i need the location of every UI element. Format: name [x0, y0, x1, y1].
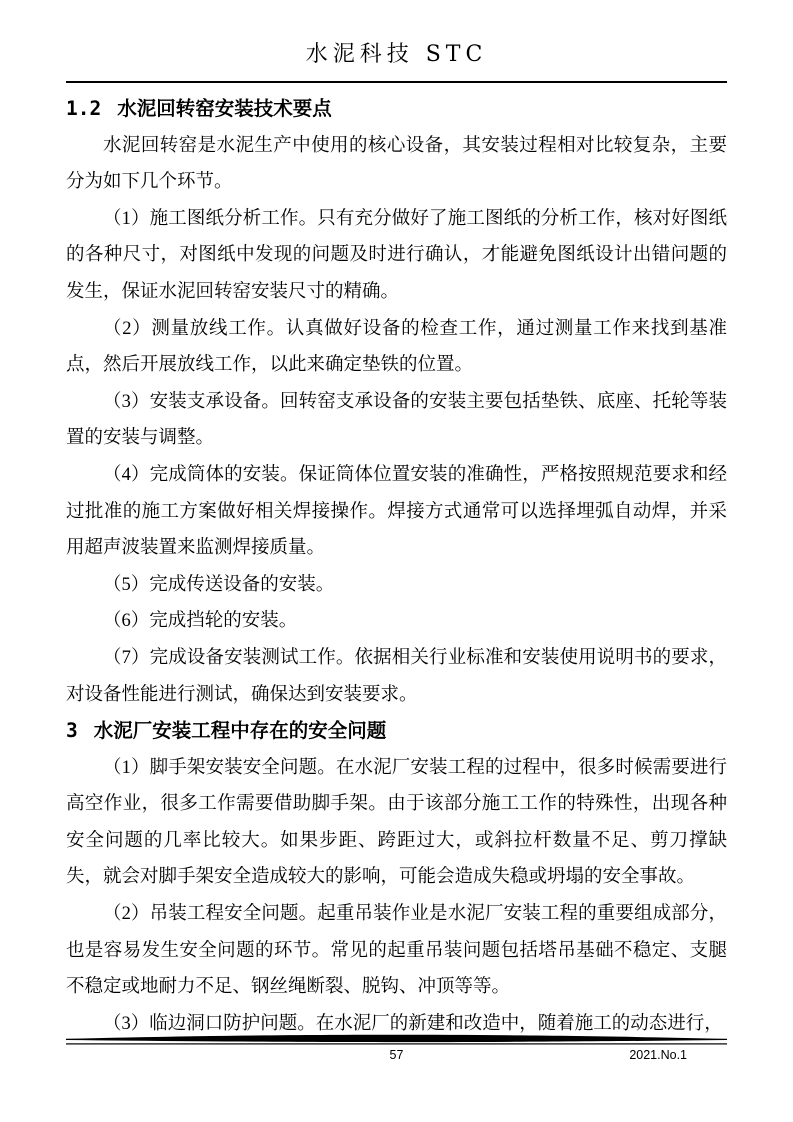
header-rule	[66, 81, 727, 83]
section-title: 水泥回转窑安装技术要点	[117, 98, 332, 120]
journal-title: 水泥科技 STC	[305, 42, 488, 67]
body-paragraph: （4）完成筒体的安装。保证筒体位置安装的准确性，严格按照规范要求和经过批准的施工方案做好相关焊接操作。焊接方式通常可以选择埋弧自动焊，并采用超声波装置来监测焊接质量。	[66, 464, 727, 559]
body-paragraph: （1）脚手架安装安全问题。在水泥厂安装工程的过程中，很多时候需要进行高空作业，很多工作需要借助脚手架。由于该部分施工工作的特殊性，出现各种安全问题的几率比较大。如果步距、跨距过大，或斜拉杆数量不足、剪刀撑缺失，就会对脚手架安全造成较大的影响，可能会造成失稳或坍塌的安全事故。	[66, 757, 727, 888]
body-paragraph: （1）施工图纸分析工作。只有充分做好了施工图纸的分析工作，核对好图纸的各种尺寸，对图纸中发现的问题及时进行确认，才能避免图纸设计出错问题的发生，保证水泥回转窑安装尺寸的精确。	[66, 208, 727, 302]
page-body	[66, 0, 727, 1122]
issue-label: 2021.No.1	[629, 1048, 687, 1062]
body-paragraph: 水泥回转窑是水泥生产中使用的核心设备，其安装过程相对比较复杂，主要分为如下几个环节。	[66, 135, 727, 193]
body-paragraph: （3）安装支承设备。回转窑支承设备的安装主要包括垫铁、底座、托轮等装置的安装与调整。	[66, 391, 727, 449]
body-paragraph: （3）临边洞口防护问题。在水泥厂的新建和改造中，随着施工的动态进行，	[103, 1013, 723, 1034]
article-content	[66, 91, 727, 1042]
body-paragraph: （2）测量放线工作。认真做好设备的检查工作，通过测量工作来找到基准点，然后开展放线工作，以此来确定垫铁的位置。	[66, 318, 727, 376]
footer-text-row	[66, 1047, 727, 1065]
section-heading-3	[66, 713, 727, 750]
section-number: 3	[66, 719, 78, 743]
section-number: 1.2	[66, 97, 102, 120]
section-title: 水泥厂安装工程中存在的安全问题	[93, 720, 387, 743]
body-paragraph: （5）完成传送设备的安装。	[103, 574, 335, 595]
body-paragraph: （2）吊装工程安全问题。起重吊装作业是水泥厂安装工程的重要组成部分，也是容易发生安全问题的环节。常见的起重吊装问题包括塔吊基础不稳定、支腿不稳定或地耐力不足、钢丝绳断裂、脱钩、冲顶等等。	[66, 904, 727, 998]
footer-decorative-rule	[66, 1034, 727, 1046]
page-number: 57	[389, 1048, 404, 1062]
section-heading-1-2	[66, 91, 727, 128]
body-paragraph: （6）完成挡轮的安装。	[103, 611, 298, 632]
page-footer	[66, 1034, 727, 1065]
body-paragraph: （7）完成设备安装测试工作。依据相关行业标准和安装使用说明书的要求，对设备性能进行测试，确保达到安装要求。	[66, 647, 727, 705]
